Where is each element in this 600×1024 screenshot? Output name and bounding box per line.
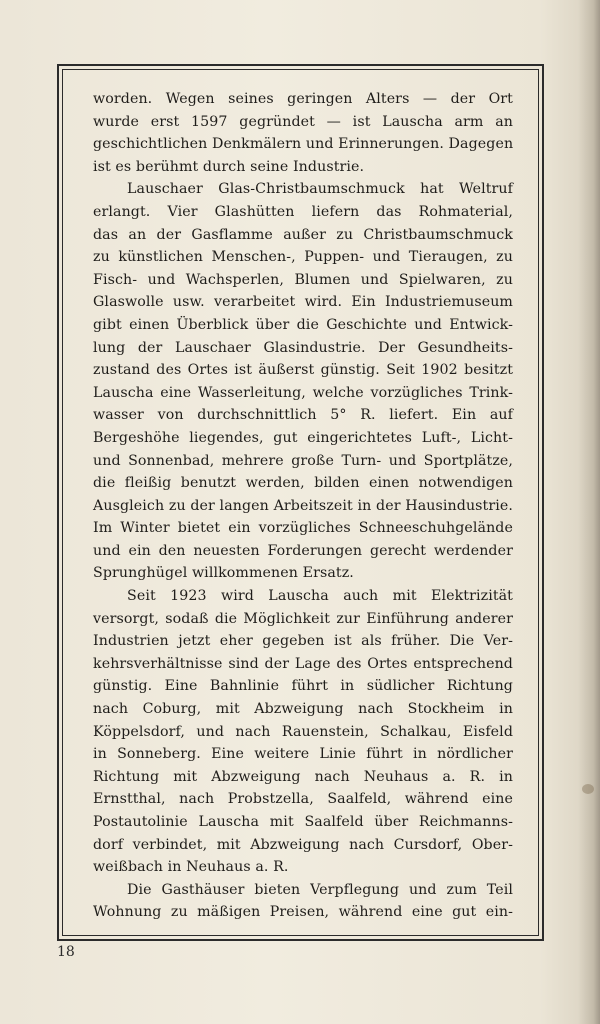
text-line: erlangt. Vier Glashütten liefern das Rohmaterial, <box>93 203 513 220</box>
text-line: Sprunghügel willkommenen Ersatz. <box>93 565 354 582</box>
text-line: günstig. Eine Bahnlinie führt in südlicher Richtung <box>93 678 513 695</box>
text-line: Wohnung zu mäßigen Preisen, während eine gut ein- <box>93 904 513 921</box>
text-line: Industrien jetzt eher gegeben ist als früher. Die Ver- <box>93 633 513 650</box>
body-text <box>93 88 513 924</box>
text-line: Fisch- und Wachsperlen, Blumen und Spielwaren, zu <box>93 271 513 288</box>
text-line: wurde erst 1597 gegründet — ist Lauscha arm an <box>93 113 513 130</box>
text-line: Lauscha eine Wasserleitung, welche vorzügliches Trink- <box>93 384 513 401</box>
text-line: Ausgleich zu der langen Arbeitszeit in der Hausindustrie. <box>93 497 513 514</box>
text-line: und ein den neuesten Forderungen gerecht werdender <box>93 542 513 559</box>
text-line: dorf verbindet, mit Abzweigung nach Cursdorf, Ober- <box>93 836 513 853</box>
text-line: in Sonneberg. Eine weitere Linie führt in nördlicher <box>93 746 513 763</box>
text-line: die fleißig benutzt werden, bilden einen notwendigen <box>93 475 513 492</box>
text-line: versorgt, sodaß die Möglichkeit zur Einführung anderer <box>93 610 513 627</box>
text-line: und Sonnenbad, mehrere große Turn- und Sportplätze, <box>93 452 513 469</box>
text-line: Im Winter bietet ein vorzügliches Schneeschuhgelände <box>93 520 513 537</box>
text-line: kehrsverhältnisse sind der Lage des Ortes entsprechend <box>93 655 513 672</box>
text-line: Richtung mit Abzweigung nach Neuhaus a. R. in <box>93 768 513 785</box>
text-line: Ernstthal, nach Probstzella, Saalfeld, während eine <box>93 791 513 808</box>
text-line: Seit 1923 wird Lauscha auch mit Elektrizität <box>127 588 513 605</box>
text-line: Köppelsdorf, und nach Rauenstein, Schalkau, Eisfeld <box>93 723 513 740</box>
text-line: zu künstlichen Menschen-, Puppen- und Tieraugen, zu <box>93 249 513 266</box>
text-line: wasser von durchschnittlich 5° R. liefert. Ein auf <box>93 407 513 424</box>
text-line: nach Coburg, mit Abzweigung nach Stockheim in <box>93 701 513 718</box>
page-edge-shadow <box>578 0 600 1024</box>
text-line: Bergeshöhe liegendes, gut eingerichtetes Luft-, Licht- <box>93 429 513 446</box>
text-line: worden. Wegen seines geringen Alters — der Ort <box>93 91 513 107</box>
text-line: Die Gasthäuser bieten Verpflegung und zum Teil <box>127 881 513 898</box>
text-line: Lauschaer Glas-Christbaumschmuck hat Weltruf <box>127 181 513 198</box>
text-line: Postautolinie Lauscha mit Saalfeld über Reichmanns- <box>93 814 513 830</box>
text-line: ist es berühmt durch seine Industrie. <box>93 158 365 175</box>
text-line: zustand des Ortes ist äußerst günstig. Seit 1902 besitzt <box>93 362 513 379</box>
paper-stain <box>582 784 594 794</box>
text-line: weißbach in Neuhaus a. R. <box>93 859 289 876</box>
text-line: das an der Gasflamme außer zu Christbaumschmuck <box>93 226 513 243</box>
text-line: Glaswolle usw. verarbeitet wird. Ein Industriemuseum <box>93 294 513 311</box>
text-line: lung der Lauschaer Glasindustrie. Der Gesundheits- <box>93 339 513 356</box>
text-line: geschichtlichen Denkmälern und Erinnerungen. Dagegen <box>93 136 514 153</box>
page-number: 18 <box>57 944 75 960</box>
text-line: gibt einen Überblick über die Geschichte und Entwick- <box>93 316 513 333</box>
